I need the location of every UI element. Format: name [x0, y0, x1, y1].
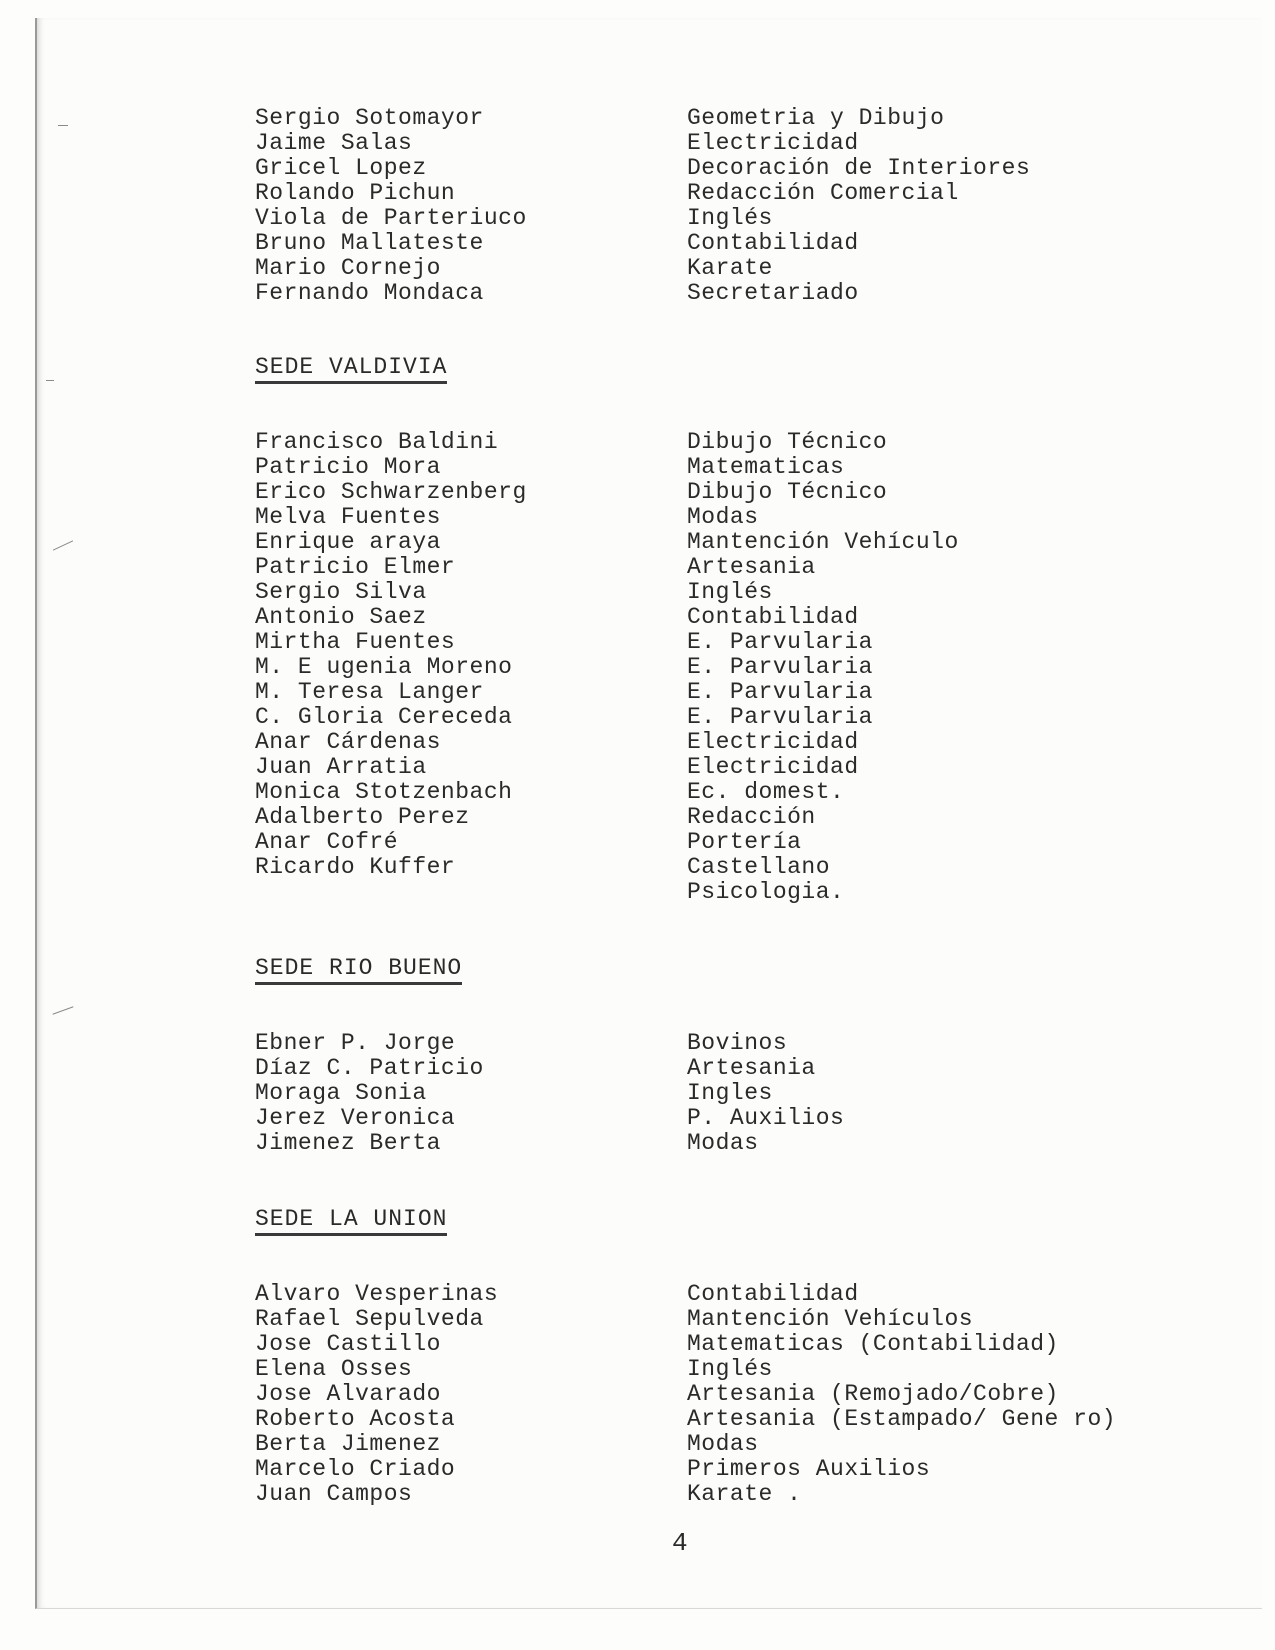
margin-mark: [46, 380, 54, 381]
person-name: Marcelo Criado: [255, 1457, 456, 1482]
list-item: [255, 455, 1195, 480]
person-name: Rafael Sepulveda: [255, 1307, 484, 1332]
list-item: [255, 1357, 1195, 1382]
section-heading-valdivia: SEDE VALDIVIA: [255, 354, 447, 384]
subject-name: Redacción: [687, 805, 816, 830]
list-item: [255, 1332, 1195, 1357]
list-item: [255, 480, 1195, 505]
subject-name: Ingles: [687, 1081, 773, 1106]
list-item: [255, 605, 1195, 630]
person-name: Elena Osses: [255, 1357, 413, 1382]
list-item: [255, 730, 1195, 755]
list-item: [255, 1106, 1195, 1131]
subject-name: Karate .: [687, 1482, 802, 1507]
person-name: Mario Cornejo: [255, 256, 441, 281]
list-item: [255, 1031, 1195, 1056]
person-name: Erico Schwarzenberg: [255, 480, 527, 505]
subject-name: Inglés: [687, 206, 773, 231]
list-item: [255, 1407, 1195, 1432]
subject-name: Electricidad: [687, 755, 859, 780]
list-item: [255, 231, 1195, 256]
list-item: [255, 1432, 1195, 1457]
subject-name: Karate: [687, 256, 773, 281]
subject-name: Contabilidad: [687, 605, 859, 630]
section-rows: [255, 430, 1195, 905]
intro-rows: [255, 106, 1195, 306]
list-item: [255, 1056, 1195, 1081]
person-name: Jose Castillo: [255, 1332, 441, 1357]
subject-name: Mantención Vehículo: [687, 530, 959, 555]
intro-list: [255, 106, 1195, 306]
person-name: Sergio Sotomayor: [255, 106, 484, 131]
person-name: Moraga Sonia: [255, 1081, 427, 1106]
list-item: [255, 805, 1195, 830]
person-name: Juan Arratia: [255, 755, 427, 780]
list-item: [255, 181, 1195, 206]
subject-name: Dibujo Técnico: [687, 480, 888, 505]
person-name: Rolando Pichun: [255, 181, 456, 206]
person-name: Jaime Salas: [255, 131, 413, 156]
subject-name: Mantención Vehículos: [687, 1307, 974, 1332]
list-item: [255, 1131, 1195, 1156]
subject-name: Artesania (Remojado/Cobre): [687, 1382, 1059, 1407]
subject-name: Portería: [687, 830, 802, 855]
subject-name: Ec. domest.: [687, 780, 845, 805]
person-name: Patricio Elmer: [255, 555, 456, 580]
subject-name: Decoración de Interiores: [687, 156, 1031, 181]
list-item: [255, 1282, 1195, 1307]
person-name: Mirtha Fuentes: [255, 630, 456, 655]
subject-name: Primeros Auxilios: [687, 1457, 931, 1482]
list-item: [255, 281, 1195, 306]
person-name: Bruno Mallateste: [255, 231, 484, 256]
subject-name: Psicologia.: [687, 880, 845, 905]
subject-name: E. Parvularia: [687, 680, 873, 705]
subject-name: Contabilidad: [687, 1282, 859, 1307]
person-name: [255, 880, 687, 905]
subject-name: Artesania (Estampado/ Gene ro): [687, 1407, 1117, 1432]
subject-name: Contabilidad: [687, 231, 859, 256]
list-item: [255, 1307, 1195, 1332]
person-name: Jerez Veronica: [255, 1106, 456, 1131]
person-name: Anar Cárdenas: [255, 730, 441, 755]
section-la-union: [255, 1282, 1195, 1507]
subject-name: Bovinos: [687, 1031, 788, 1056]
subject-name: Electricidad: [687, 730, 859, 755]
subject-name: Artesania: [687, 1056, 816, 1081]
person-name: Sergio Silva: [255, 580, 427, 605]
person-name: Adalberto Perez: [255, 805, 470, 830]
section-valdivia: [255, 430, 1195, 905]
person-name: Antonio Saez: [255, 605, 427, 630]
list-item: [255, 855, 1195, 880]
subject-name: Inglés: [687, 580, 773, 605]
person-name: Gricel Lopez: [255, 156, 427, 181]
person-name: Berta Jimenez: [255, 1432, 441, 1457]
subject-name: Modas: [687, 505, 759, 530]
list-item: [255, 530, 1195, 555]
section-rows: [255, 1031, 1195, 1156]
subject-name: Dibujo Técnico: [687, 430, 888, 455]
person-name: Díaz C. Patricio: [255, 1056, 484, 1081]
person-name: Monica Stotzenbach: [255, 780, 513, 805]
list-item: [255, 1081, 1195, 1106]
subject-name: Castellano: [687, 855, 831, 880]
person-name: M. E ugenia Moreno: [255, 655, 513, 680]
person-name: C. Gloria Cereceda: [255, 705, 513, 730]
list-item: [255, 430, 1195, 455]
section-rio-bueno: [255, 1031, 1195, 1156]
section-heading-la-union: SEDE LA UNION: [255, 1206, 447, 1236]
subject-name: Geometria y Dibujo: [687, 106, 945, 131]
list-item: [255, 630, 1195, 655]
subject-name: E. Parvularia: [687, 630, 873, 655]
list-item: [255, 780, 1195, 805]
person-name: Ebner P. Jorge: [255, 1031, 456, 1056]
list-item: [255, 1382, 1195, 1407]
subject-name: Matematicas (Contabilidad): [687, 1332, 1059, 1357]
person-name: Roberto Acosta: [255, 1407, 456, 1432]
margin-mark: [58, 125, 68, 126]
subject-name: Modas: [687, 1432, 759, 1457]
person-name: Melva Fuentes: [255, 505, 441, 530]
list-item: [255, 256, 1195, 281]
list-item: [255, 680, 1195, 705]
list-item: [255, 830, 1195, 855]
list-item: [255, 555, 1195, 580]
subject-name: P. Auxilios: [687, 1106, 845, 1131]
list-item: [255, 755, 1195, 780]
list-item: [255, 131, 1195, 156]
list-item: [255, 880, 1195, 905]
list-item: [255, 1457, 1195, 1482]
list-item: [255, 505, 1195, 530]
person-name: Enrique araya: [255, 530, 441, 555]
subject-name: Redacción Comercial: [687, 181, 959, 206]
person-name: Alvaro Vesperinas: [255, 1282, 499, 1307]
page-number: 4: [672, 1528, 688, 1558]
list-item: [255, 1482, 1195, 1507]
person-name: Fernando Mondaca: [255, 281, 484, 306]
list-item: [255, 156, 1195, 181]
person-name: Patricio Mora: [255, 455, 441, 480]
section-rows: [255, 1282, 1195, 1507]
list-item: [255, 655, 1195, 680]
subject-name: Artesania: [687, 555, 816, 580]
subject-name: Secretariado: [687, 281, 859, 306]
person-name: Juan Campos: [255, 1482, 413, 1507]
person-name: Francisco Baldini: [255, 430, 499, 455]
person-name: Jose Alvarado: [255, 1382, 441, 1407]
person-name: Jimenez Berta: [255, 1131, 441, 1156]
subject-name: E. Parvularia: [687, 655, 873, 680]
list-item: [255, 106, 1195, 131]
subject-name: Inglés: [687, 1357, 773, 1382]
person-name: M. Teresa Langer: [255, 680, 484, 705]
subject-name: Electricidad: [687, 131, 859, 156]
list-item: [255, 206, 1195, 231]
subject-name: E. Parvularia: [687, 705, 873, 730]
list-item: [255, 705, 1195, 730]
person-name: Viola de Parteriuco: [255, 206, 527, 231]
list-item: [255, 580, 1195, 605]
subject-name: Modas: [687, 1131, 759, 1156]
subject-name: Matematicas: [687, 455, 845, 480]
section-heading-rio-bueno: SEDE RIO BUENO: [255, 955, 462, 985]
person-name: Anar Cofré: [255, 830, 399, 855]
person-name: Ricardo Kuffer: [255, 855, 456, 880]
